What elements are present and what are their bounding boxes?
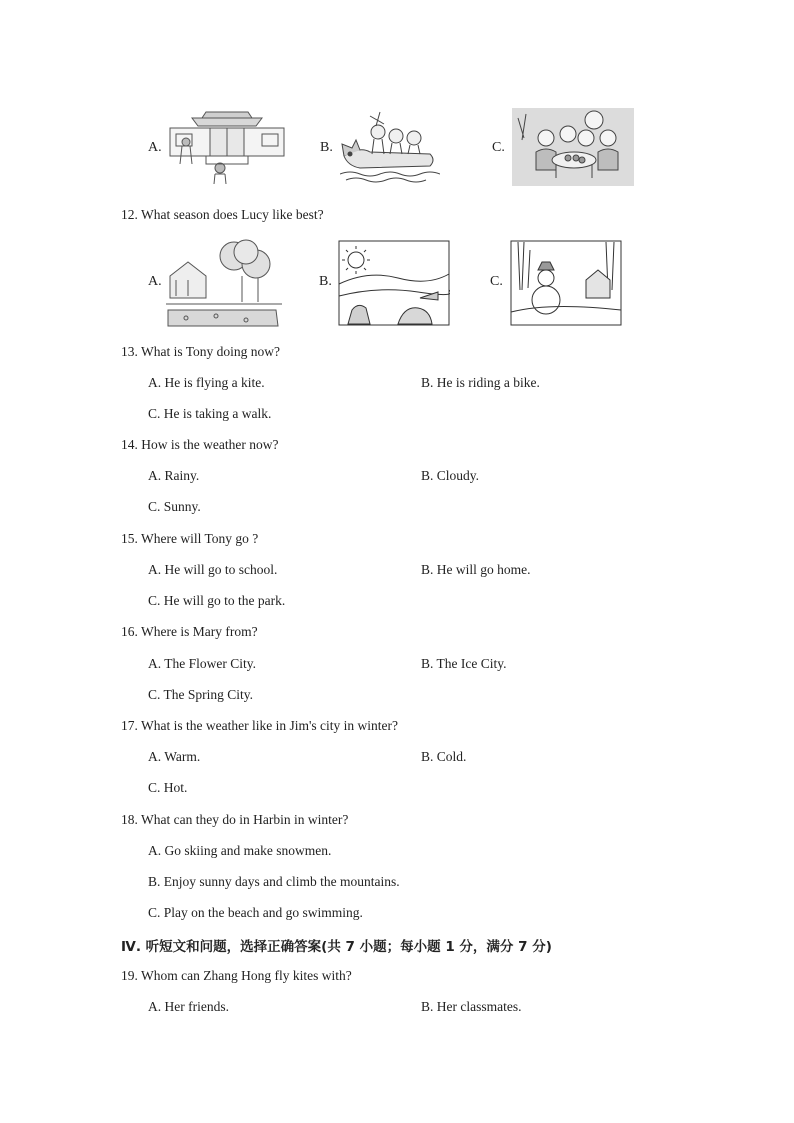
- section-4-heading: Ⅳ. 听短文和问题，选择正确答案(共 7 小题；每小题 1 分，满分 7 分): [121, 939, 552, 955]
- dragon-boat-race-illustration: [340, 110, 440, 186]
- q16-option-c[interactable]: C. The Spring City.: [148, 687, 254, 702]
- q15-option-a[interactable]: A. He will go to school.: [148, 562, 278, 577]
- q18-option-a[interactable]: A. Go skiing and make snowmen.: [148, 843, 332, 858]
- q18-question: 18. What can they do in Harbin in winter?: [121, 812, 349, 827]
- q16-option-b[interactable]: B. The Ice City.: [421, 656, 507, 671]
- q14-option-a[interactable]: A. Rainy.: [148, 468, 200, 483]
- q14-option-c[interactable]: C. Sunny.: [148, 499, 201, 514]
- q18-option-b[interactable]: B. Enjoy sunny days and climb the mountains.: [148, 874, 400, 889]
- autumn-farm-tree-illustration: [166, 238, 282, 328]
- q16-option-a[interactable]: A. The Flower City.: [148, 656, 256, 671]
- q19-question: 19. Whom can Zhang Hong fly kites with?: [121, 968, 352, 983]
- q14-option-b[interactable]: B. Cloudy.: [421, 468, 480, 483]
- q12-option-c-letter: C.: [490, 274, 503, 289]
- q12-question: 12. What season does Lucy like best?: [121, 207, 324, 222]
- q12-options: [148, 238, 648, 328]
- q11-option-c-letter: C.: [492, 140, 505, 155]
- q16-question: 16. Where is Mary from?: [121, 624, 258, 639]
- q12-option-a-letter: A.: [148, 274, 162, 289]
- q19-option-b[interactable]: B. Her classmates.: [421, 999, 522, 1014]
- q13-option-c[interactable]: C. He is taking a walk.: [148, 406, 272, 421]
- q19-option-a[interactable]: A. Her friends.: [148, 999, 229, 1014]
- q13-question: 13. What is Tony doing now?: [121, 344, 281, 359]
- q15-option-c[interactable]: C. He will go to the park.: [148, 593, 286, 608]
- q11-option-a-letter: A.: [148, 140, 162, 155]
- q15-question: 15. Where will Tony go ?: [121, 531, 259, 546]
- winter-snowman-illustration: [510, 240, 622, 326]
- q12-option-b-letter: B.: [319, 274, 332, 289]
- q17-option-a[interactable]: A. Warm.: [148, 749, 201, 764]
- q11-options: [148, 108, 648, 198]
- q15-option-b[interactable]: B. He will go home.: [421, 562, 531, 577]
- q17-option-c[interactable]: C. Hot.: [148, 780, 188, 795]
- q17-option-b[interactable]: B. Cold.: [421, 749, 467, 764]
- q18-option-c[interactable]: C. Play on the beach and go swimming.: [148, 905, 363, 920]
- temple-with-children-illustration: [168, 108, 286, 186]
- sunny-summer-field-illustration: [338, 240, 450, 326]
- q11-option-b-letter: B.: [320, 140, 333, 155]
- family-moon-festival-illustration: [512, 108, 634, 188]
- q13-option-a[interactable]: A. He is flying a kite.: [148, 375, 265, 390]
- q17-question: 17. What is the weather like in Jim's city in winter?: [121, 718, 398, 733]
- q14-question: 14. How is the weather now?: [121, 437, 279, 452]
- q13-option-b[interactable]: B. He is riding a bike.: [421, 375, 540, 390]
